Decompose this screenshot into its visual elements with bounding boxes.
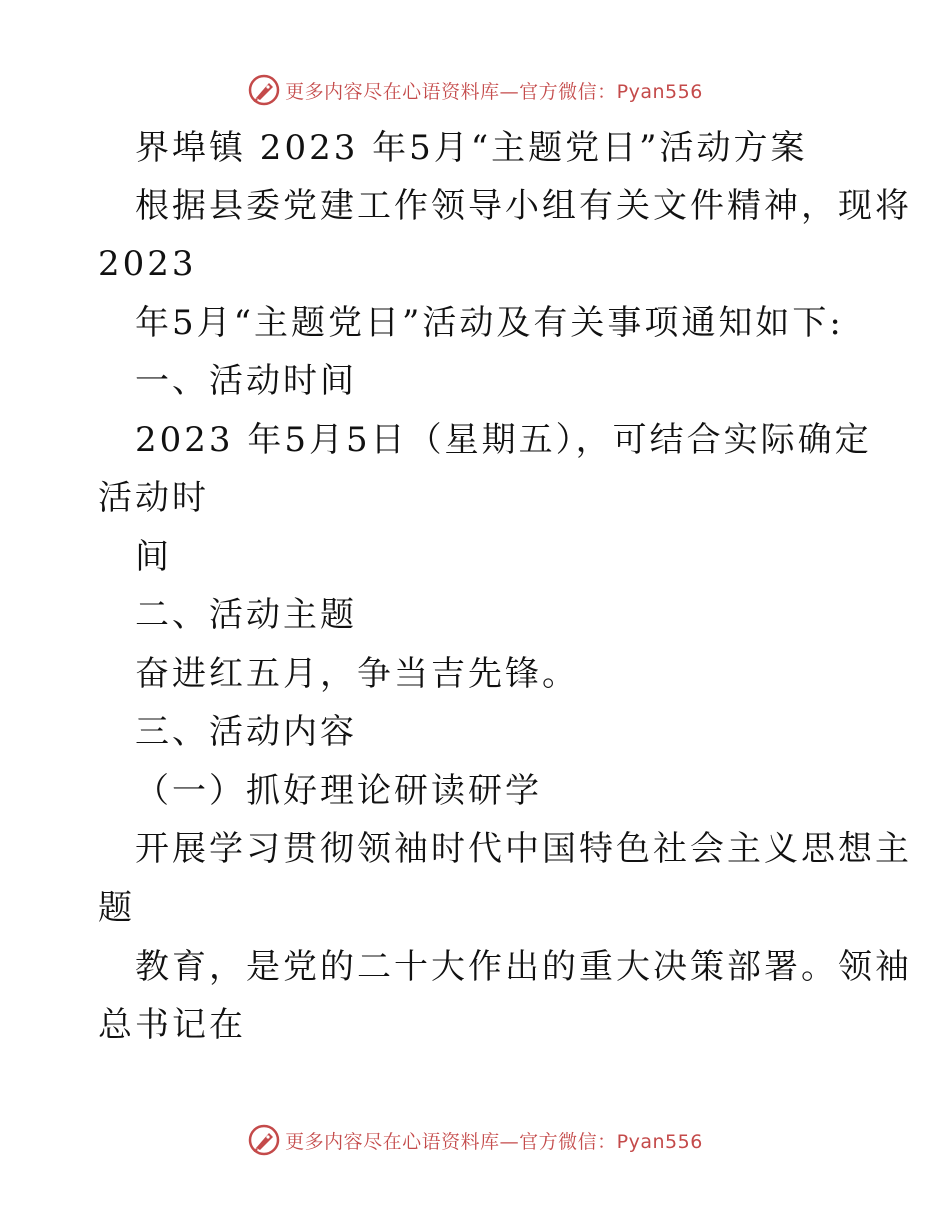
paragraph-line: 开展学习贯彻领袖时代中国特色社会主义思想主: [135, 829, 912, 869]
section-heading: 一、活动时间: [135, 361, 357, 401]
watermark-text: 更多内容尽在心语资料库—官方微信：Pyan556: [285, 1130, 703, 1153]
section-heading: 三、活动内容: [135, 712, 357, 752]
paragraph-line: 间: [135, 537, 172, 577]
paragraph-line: 总书记在: [98, 1005, 246, 1045]
paragraph-line: 年5月“主题党日”活动及有关事项通知如下:: [135, 303, 844, 343]
paragraph-line: 教育，是党的二十大作出的重大决策部署。领袖: [135, 947, 912, 987]
paragraph-line: 题: [98, 888, 135, 928]
paragraph-line: 活动时: [98, 478, 209, 518]
section-heading: 二、活动主题: [135, 595, 357, 635]
document-title: 界埠镇 2023 年5月“主题党日”活动方案: [135, 128, 808, 168]
paragraph-line: 2023: [98, 244, 197, 284]
subsection-heading: （一）抓好理论研读研学: [135, 771, 542, 811]
paragraph-line: 2023 年5月5日（星期五），可结合实际确定: [135, 420, 872, 460]
watermark-text: 更多内容尽在心语资料库—官方微信：Pyan556: [285, 80, 703, 103]
paragraph-line: 奋进红五月，争当吉先锋。: [135, 654, 579, 694]
pen-nib-icon: [247, 1123, 281, 1157]
paragraph-line: 根据县委党建工作领导小组有关文件精神，现将: [135, 186, 912, 226]
footer-watermark: [0, 1120, 950, 1160]
